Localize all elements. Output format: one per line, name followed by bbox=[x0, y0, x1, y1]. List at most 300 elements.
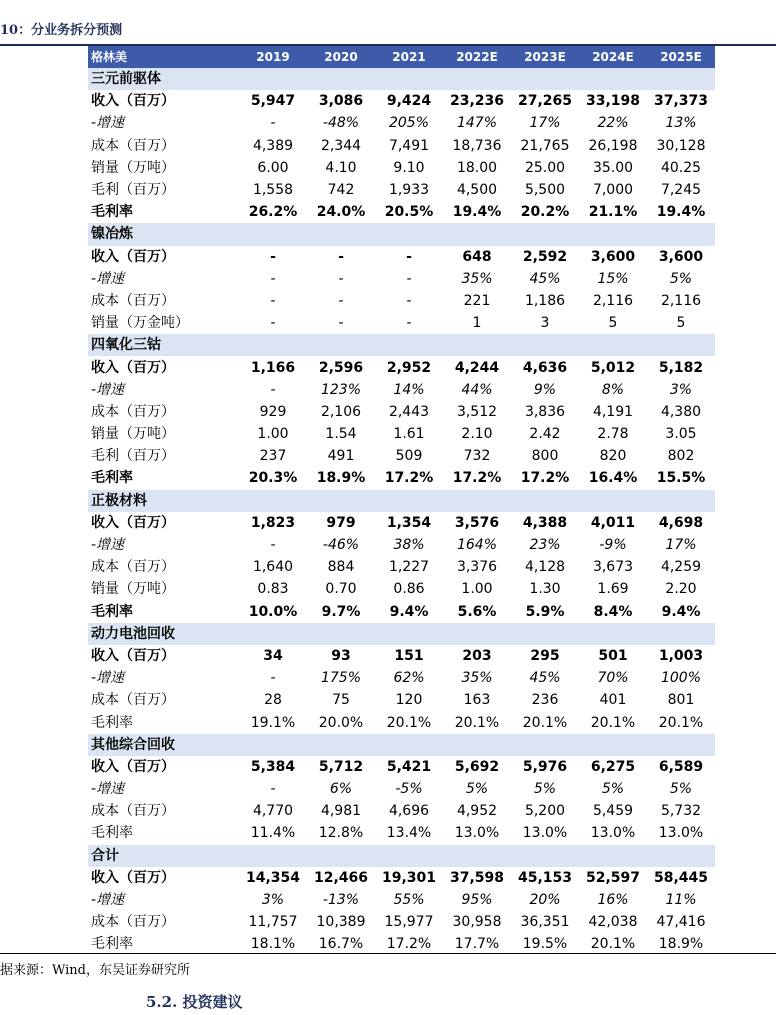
table-row bbox=[88, 911, 715, 933]
cell-value: 221 bbox=[463, 292, 491, 309]
cell-value: 4,380 bbox=[660, 403, 702, 420]
cell-value: 979 bbox=[326, 514, 356, 531]
cell-value bbox=[511, 490, 579, 512]
cell-value: 20.1% bbox=[386, 714, 432, 731]
cell-value: 100% bbox=[660, 670, 702, 687]
cell-value bbox=[307, 845, 375, 867]
cell-value bbox=[375, 223, 443, 245]
cell-value: 6.00 bbox=[257, 159, 289, 176]
cell-value: 20.0% bbox=[318, 714, 364, 731]
table-row bbox=[88, 401, 715, 423]
cell-value: 3,673 bbox=[592, 559, 634, 576]
cell-value: 491 bbox=[327, 448, 355, 465]
cell-value: 20.1% bbox=[590, 714, 636, 731]
cell-value: 17.2% bbox=[386, 936, 432, 953]
cell-value: 4,952 bbox=[456, 803, 498, 820]
row-label: 收入（百万） bbox=[91, 248, 175, 265]
table-row bbox=[88, 445, 715, 467]
table-row bbox=[88, 645, 715, 667]
cell-value: 8.4% bbox=[593, 603, 633, 620]
cell-value: 2,116 bbox=[592, 292, 634, 309]
cell-value bbox=[239, 734, 307, 756]
cell-value: 820 bbox=[599, 448, 627, 465]
cell-value: 2,116 bbox=[660, 292, 702, 309]
cell-value: - bbox=[270, 537, 276, 554]
cell-value bbox=[307, 490, 375, 512]
cell-value bbox=[579, 490, 647, 512]
table-body bbox=[88, 46, 715, 956]
cell-value: 11.4% bbox=[250, 825, 296, 842]
cell-value: 9.7% bbox=[321, 603, 361, 620]
cell-value: 17.2% bbox=[452, 470, 502, 487]
cell-value: 648 bbox=[462, 248, 492, 265]
cell-value: 5,182 bbox=[658, 359, 704, 376]
cell-value: 7,000 bbox=[592, 182, 634, 199]
cell-value: 1,933 bbox=[388, 182, 430, 199]
cell-value: 23% bbox=[529, 537, 561, 554]
cell-value: 17.2% bbox=[520, 470, 570, 487]
cell-value: 44% bbox=[461, 381, 493, 398]
cell-value: 19,301 bbox=[381, 869, 437, 886]
bottom-rule bbox=[0, 953, 776, 954]
cell-value: 25.00 bbox=[524, 159, 566, 176]
cell-value: 4,128 bbox=[524, 559, 566, 576]
cell-value: 17% bbox=[529, 115, 561, 132]
cell-value: 1,558 bbox=[252, 182, 294, 199]
cell-value bbox=[375, 623, 443, 645]
header-year: 2025E bbox=[647, 46, 715, 68]
cell-value bbox=[647, 845, 715, 867]
header-year: 2021 bbox=[375, 46, 443, 68]
cell-value bbox=[443, 490, 511, 512]
table-header-row bbox=[88, 46, 715, 68]
cell-value: 20% bbox=[529, 892, 561, 909]
cell-value: 19.5% bbox=[522, 936, 568, 953]
cell-value: 36,351 bbox=[520, 914, 570, 931]
cell-value: 19.4% bbox=[656, 204, 706, 221]
cell-value: 509 bbox=[395, 448, 423, 465]
cell-value: 13.0% bbox=[454, 825, 500, 842]
cell-value: 18.9% bbox=[658, 936, 704, 953]
cell-value: 45% bbox=[529, 670, 561, 687]
cell-value: 236 bbox=[531, 692, 559, 709]
cell-value: 884 bbox=[327, 559, 355, 576]
cell-value: 3,576 bbox=[454, 514, 500, 531]
cell-value bbox=[511, 845, 579, 867]
cell-value: 4,698 bbox=[658, 514, 704, 531]
cell-value: 20.3% bbox=[248, 470, 298, 487]
cell-value: 4,244 bbox=[454, 359, 500, 376]
cell-value: 28 bbox=[264, 692, 282, 709]
cell-value bbox=[647, 68, 715, 90]
cell-value: 38% bbox=[393, 537, 425, 554]
row-label: -增速 bbox=[91, 537, 125, 554]
source-note: 据来源：Wind，东吴证券研究所 bbox=[0, 963, 190, 978]
cell-value: 19.4% bbox=[452, 204, 502, 221]
cell-value: 2,592 bbox=[522, 248, 568, 265]
cell-value: 15,977 bbox=[384, 914, 434, 931]
cell-value: 1.54 bbox=[325, 426, 357, 443]
cell-value: 5,712 bbox=[318, 758, 364, 775]
row-label: 收入（百万） bbox=[91, 93, 175, 110]
cell-value: 6,589 bbox=[658, 758, 704, 775]
section-row bbox=[88, 223, 715, 245]
cell-value: -48% bbox=[322, 115, 360, 132]
header-year: 2022E bbox=[443, 46, 511, 68]
cell-value: 6,275 bbox=[590, 758, 636, 775]
cell-value: - bbox=[270, 292, 276, 309]
table-row bbox=[88, 578, 715, 600]
cell-value bbox=[239, 845, 307, 867]
cell-value: 163 bbox=[463, 692, 491, 709]
cell-value: - bbox=[406, 292, 412, 309]
header-year: 2024E bbox=[579, 46, 647, 68]
cell-value: - bbox=[338, 315, 344, 332]
cell-value: 5,200 bbox=[524, 803, 566, 820]
row-label: 销量（万吨） bbox=[91, 581, 175, 598]
cell-value: 120 bbox=[395, 692, 423, 709]
cell-value bbox=[375, 334, 443, 356]
table-row bbox=[88, 667, 715, 689]
row-label: 销量（万吨） bbox=[91, 159, 175, 176]
cell-value: 123% bbox=[320, 381, 362, 398]
table-row bbox=[88, 268, 715, 290]
cell-value: 5,692 bbox=[454, 758, 500, 775]
cell-value: 17.2% bbox=[384, 470, 434, 487]
cell-value: - bbox=[406, 315, 412, 332]
cell-value bbox=[511, 68, 579, 90]
cell-value: 4,259 bbox=[660, 559, 702, 576]
cell-value: 4,011 bbox=[590, 514, 636, 531]
cell-value: 18.00 bbox=[456, 159, 498, 176]
cell-value: 2,952 bbox=[386, 359, 432, 376]
cell-value: 33,198 bbox=[585, 93, 641, 110]
cell-value: 2,106 bbox=[320, 403, 362, 420]
cell-value: 1.00 bbox=[257, 426, 289, 443]
cell-value: - bbox=[270, 270, 276, 287]
cell-value: 70% bbox=[597, 670, 629, 687]
cell-value: 1,227 bbox=[388, 559, 430, 576]
cell-value: - bbox=[270, 248, 276, 265]
cell-value: 2,596 bbox=[318, 359, 364, 376]
cell-value: 1 bbox=[472, 315, 482, 332]
row-label: 成本（百万） bbox=[91, 803, 175, 820]
cell-value: 26.2% bbox=[248, 204, 298, 221]
table-row bbox=[88, 756, 715, 778]
cell-value: 742 bbox=[327, 182, 355, 199]
cell-value: 17.7% bbox=[454, 936, 500, 953]
table-row bbox=[88, 135, 715, 157]
cell-value: 9.4% bbox=[389, 603, 429, 620]
cell-value: - bbox=[406, 248, 412, 265]
cell-value: 147% bbox=[456, 115, 498, 132]
cell-value: 929 bbox=[259, 403, 287, 420]
cell-value: 4,981 bbox=[320, 803, 362, 820]
table-row bbox=[88, 534, 715, 556]
cell-value bbox=[511, 623, 579, 645]
cell-value: 12,466 bbox=[313, 869, 369, 886]
cell-value: 2.10 bbox=[461, 426, 493, 443]
row-label: 毛利率 bbox=[91, 825, 133, 842]
table-row bbox=[88, 179, 715, 201]
cell-value: 18,736 bbox=[452, 137, 502, 154]
cell-value: 5,976 bbox=[522, 758, 568, 775]
table-row bbox=[88, 379, 715, 401]
cell-value: 34 bbox=[263, 647, 283, 664]
row-label: 三元前驱体 bbox=[88, 68, 239, 90]
cell-value: 35.00 bbox=[592, 159, 634, 176]
section-heading: 5.2. 投资建议 bbox=[146, 993, 243, 1011]
cell-value: - bbox=[270, 781, 276, 798]
table-row bbox=[88, 822, 715, 844]
table-row bbox=[88, 556, 715, 578]
cell-value bbox=[239, 334, 307, 356]
cell-value: 9% bbox=[533, 381, 557, 398]
row-label: 收入（百万） bbox=[91, 359, 175, 376]
cell-value: 22% bbox=[597, 115, 629, 132]
cell-value bbox=[307, 734, 375, 756]
row-label: 收入（百万） bbox=[91, 758, 175, 775]
cell-value bbox=[239, 68, 307, 90]
cell-value bbox=[443, 845, 511, 867]
cell-value: 37,373 bbox=[653, 93, 709, 110]
section-row bbox=[88, 734, 715, 756]
cell-value: 27,265 bbox=[517, 93, 573, 110]
cell-value bbox=[443, 223, 511, 245]
cell-value bbox=[647, 490, 715, 512]
row-label: 毛利率 bbox=[91, 204, 133, 221]
section-row bbox=[88, 334, 715, 356]
cell-value bbox=[647, 623, 715, 645]
cell-value: 30,958 bbox=[452, 914, 502, 931]
table-row bbox=[88, 867, 715, 889]
row-label: 其他综合回收 bbox=[88, 734, 239, 756]
cell-value: 26,198 bbox=[588, 137, 638, 154]
cell-value: 3,836 bbox=[524, 403, 566, 420]
cell-value: 10.0% bbox=[248, 603, 298, 620]
cell-value: 295 bbox=[530, 647, 560, 664]
cell-value: - bbox=[270, 115, 276, 132]
cell-value: 7,245 bbox=[660, 182, 702, 199]
row-label: 毛利率 bbox=[91, 470, 133, 487]
cell-value: 5% bbox=[533, 781, 557, 798]
cell-value: 12.8% bbox=[318, 825, 364, 842]
row-label: -增速 bbox=[91, 381, 125, 398]
cell-value: 5.9% bbox=[525, 603, 565, 620]
cell-value: 1,823 bbox=[250, 514, 296, 531]
cell-value: 2,344 bbox=[320, 137, 362, 154]
cell-value: 20.1% bbox=[522, 714, 568, 731]
cell-value: - bbox=[338, 292, 344, 309]
cell-value bbox=[647, 223, 715, 245]
cell-value: 3,512 bbox=[456, 403, 498, 420]
header-company: 格林美 bbox=[88, 46, 239, 68]
cell-value: 55% bbox=[393, 892, 425, 909]
cell-value: 40.25 bbox=[660, 159, 702, 176]
cell-value: 4,389 bbox=[252, 137, 294, 154]
cell-value: - bbox=[338, 270, 344, 287]
header-year: 2020 bbox=[307, 46, 375, 68]
cell-value: -9% bbox=[599, 537, 627, 554]
cell-value bbox=[579, 223, 647, 245]
cell-value: 75 bbox=[332, 692, 350, 709]
cell-value: 3 bbox=[540, 315, 550, 332]
cell-value bbox=[443, 334, 511, 356]
cell-value bbox=[307, 223, 375, 245]
row-label: 收入（百万） bbox=[91, 514, 175, 531]
table-row bbox=[88, 800, 715, 822]
cell-value: 37,598 bbox=[449, 869, 505, 886]
cell-value: 42,038 bbox=[588, 914, 638, 931]
cell-value: 1,003 bbox=[658, 647, 704, 664]
cell-value: 5% bbox=[601, 781, 625, 798]
cell-value: - bbox=[270, 381, 276, 398]
table-row bbox=[88, 290, 715, 312]
cell-value: 5,421 bbox=[386, 758, 432, 775]
cell-value: 9.10 bbox=[393, 159, 425, 176]
cell-value bbox=[443, 68, 511, 90]
cell-value bbox=[307, 623, 375, 645]
cell-value bbox=[307, 334, 375, 356]
cell-value: 52,597 bbox=[585, 869, 641, 886]
cell-value: 6% bbox=[329, 781, 353, 798]
cell-value: 15% bbox=[597, 270, 629, 287]
table-row bbox=[88, 601, 715, 623]
cell-value: 5% bbox=[669, 270, 693, 287]
cell-value: 16.4% bbox=[588, 470, 638, 487]
table-row bbox=[88, 90, 715, 112]
row-label: 正极材料 bbox=[88, 490, 239, 512]
cell-value: -46% bbox=[322, 537, 360, 554]
row-label: -增速 bbox=[91, 270, 125, 287]
cell-value: 21.1% bbox=[588, 204, 638, 221]
cell-value bbox=[239, 490, 307, 512]
row-label: 合计 bbox=[88, 845, 239, 867]
cell-value bbox=[239, 623, 307, 645]
cell-value: 1.61 bbox=[393, 426, 425, 443]
cell-value: 24.0% bbox=[316, 204, 366, 221]
cell-value: 5 bbox=[676, 315, 686, 332]
row-label: 成本（百万） bbox=[91, 559, 175, 576]
cell-value: 5,947 bbox=[250, 93, 296, 110]
cell-value: 9.4% bbox=[661, 603, 701, 620]
row-label: 成本（百万） bbox=[91, 403, 175, 420]
cell-value bbox=[579, 334, 647, 356]
cell-value bbox=[375, 845, 443, 867]
row-label: -增速 bbox=[91, 781, 125, 798]
cell-value: 16.7% bbox=[318, 936, 364, 953]
cell-value bbox=[647, 334, 715, 356]
cell-value: 5,012 bbox=[590, 359, 636, 376]
cell-value: 5 bbox=[608, 315, 618, 332]
cell-value: 2.42 bbox=[529, 426, 561, 443]
cell-value: 4.10 bbox=[325, 159, 357, 176]
cell-value: 3,600 bbox=[658, 248, 704, 265]
header-year: 2019 bbox=[239, 46, 307, 68]
cell-value: 62% bbox=[393, 670, 425, 687]
cell-value: 1,354 bbox=[386, 514, 432, 531]
cell-value: 205% bbox=[388, 115, 430, 132]
cell-value: 14,354 bbox=[245, 869, 301, 886]
row-label: -增速 bbox=[91, 670, 125, 687]
cell-value: 5,500 bbox=[524, 182, 566, 199]
cell-value: 3% bbox=[261, 892, 285, 909]
cell-value: 18.9% bbox=[316, 470, 366, 487]
cell-value: 13.0% bbox=[658, 825, 704, 842]
row-label: 镍冶炼 bbox=[88, 223, 239, 245]
cell-value: 2.20 bbox=[665, 581, 697, 598]
cell-value: 8% bbox=[601, 381, 625, 398]
cell-value: 2.78 bbox=[597, 426, 629, 443]
cell-value: 5,384 bbox=[250, 758, 296, 775]
cell-value: 1,186 bbox=[524, 292, 566, 309]
cell-value: -5% bbox=[395, 781, 423, 798]
cell-value: 203 bbox=[462, 647, 492, 664]
cell-value: 1.69 bbox=[597, 581, 629, 598]
cell-value: 3% bbox=[669, 381, 693, 398]
segment-forecast-table bbox=[88, 46, 715, 956]
cell-value: 801 bbox=[667, 692, 695, 709]
cell-value: 21,765 bbox=[520, 137, 570, 154]
row-label: 毛利（百万） bbox=[91, 448, 175, 465]
row-label: 成本（百万） bbox=[91, 292, 175, 309]
cell-value: 3,086 bbox=[318, 93, 364, 110]
table-row bbox=[88, 356, 715, 378]
cell-value: 18.1% bbox=[250, 936, 296, 953]
cell-value: 9,424 bbox=[386, 93, 432, 110]
cell-value bbox=[511, 734, 579, 756]
table-row bbox=[88, 778, 715, 800]
cell-value: 4,696 bbox=[388, 803, 430, 820]
cell-value: 10,389 bbox=[316, 914, 366, 931]
cell-value: 7,491 bbox=[388, 137, 430, 154]
cell-value: 19.1% bbox=[250, 714, 296, 731]
cell-value: 0.70 bbox=[325, 581, 357, 598]
row-label: 毛利率 bbox=[91, 936, 133, 953]
cell-value bbox=[239, 223, 307, 245]
table-row bbox=[88, 157, 715, 179]
cell-value: 5,459 bbox=[592, 803, 634, 820]
table-row bbox=[88, 423, 715, 445]
cell-value: 3,376 bbox=[456, 559, 498, 576]
cell-value: 20.1% bbox=[454, 714, 500, 731]
cell-value bbox=[647, 734, 715, 756]
cell-value: 4,636 bbox=[522, 359, 568, 376]
section-row bbox=[88, 490, 715, 512]
row-label: 四氧化三钴 bbox=[88, 334, 239, 356]
cell-value bbox=[375, 734, 443, 756]
cell-value bbox=[443, 623, 511, 645]
cell-value: 3.05 bbox=[665, 426, 697, 443]
cell-value: 13% bbox=[665, 115, 697, 132]
table-row bbox=[88, 112, 715, 134]
cell-value: 20.1% bbox=[658, 714, 704, 731]
cell-value: 13.0% bbox=[522, 825, 568, 842]
cell-value: 164% bbox=[456, 537, 498, 554]
table-row bbox=[88, 246, 715, 268]
cell-value: 17% bbox=[665, 537, 697, 554]
cell-value: 2,443 bbox=[388, 403, 430, 420]
cell-value: 20.1% bbox=[590, 936, 636, 953]
cell-value: 5% bbox=[669, 781, 693, 798]
cell-value: 35% bbox=[461, 670, 493, 687]
cell-value bbox=[579, 845, 647, 867]
cell-value: 0.86 bbox=[393, 581, 425, 598]
cell-value: 23,236 bbox=[449, 93, 505, 110]
row-label: 收入（百万） bbox=[91, 647, 175, 664]
cell-value: 732 bbox=[463, 448, 491, 465]
cell-value: 1,166 bbox=[250, 359, 296, 376]
